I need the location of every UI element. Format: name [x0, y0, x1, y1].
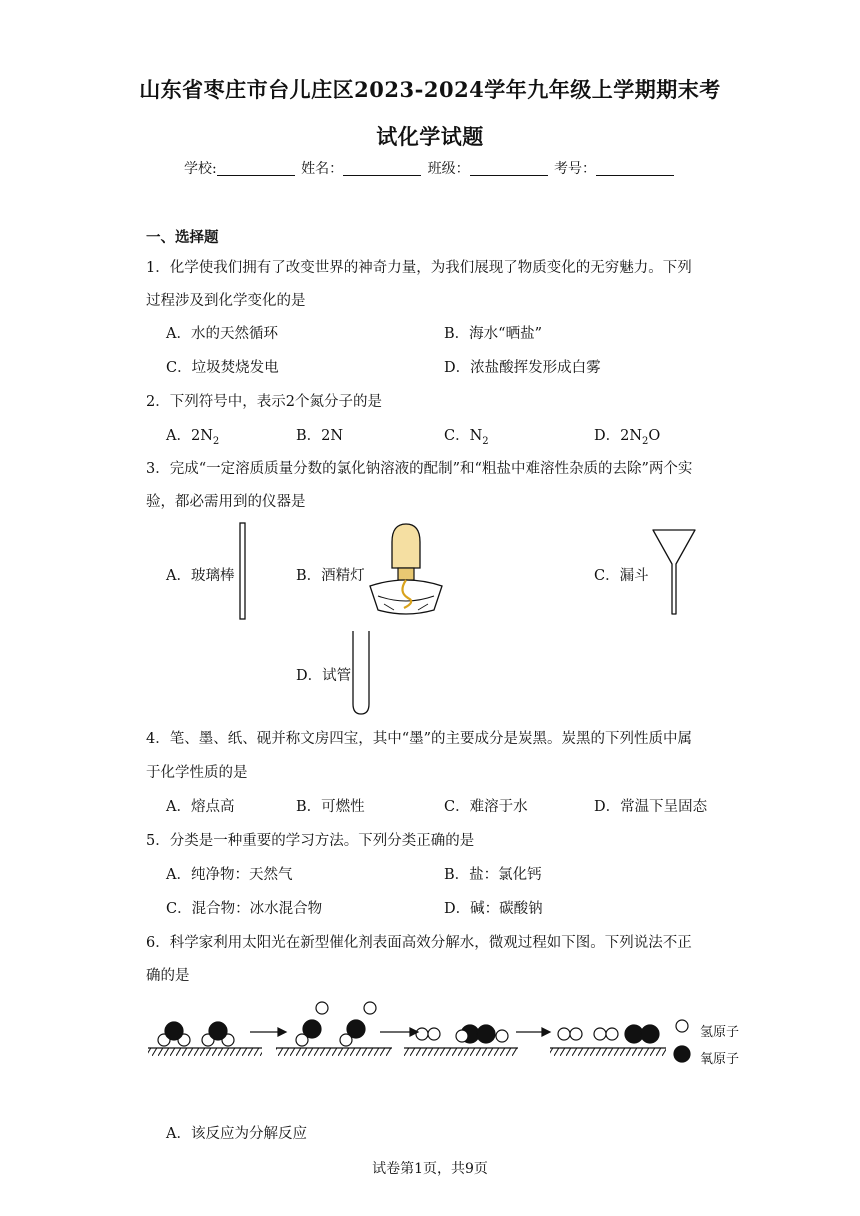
name-label: 姓名： [301, 161, 344, 177]
q2-option-d: D．$2N_2O$ [594, 428, 661, 447]
q1-option-b: B．海水“晒盐” [444, 326, 542, 342]
funnel-image [650, 528, 698, 616]
q5-option-d: D．碱：碳酸钠 [444, 901, 543, 917]
glass-rod-image [238, 522, 248, 620]
q3-option-c: C．漏斗 [594, 568, 649, 584]
test-tube-image [350, 630, 372, 716]
q3-option-b: B．酒精灯 [296, 568, 365, 584]
class-blank [470, 161, 548, 176]
legend-hydrogen-label: 氢原子 [700, 1025, 740, 1040]
exam-title-line2: 试化学试题 [376, 124, 484, 149]
section-title: 一、选择题 [146, 229, 219, 246]
q4-option-d: D．常温下呈固态 [594, 799, 708, 815]
q3-stem-line2: 验，都必需用到的仪器是 [146, 494, 306, 510]
q4-stem-line1: 4．笔、墨、纸、砚并称文房四宝，其中“墨”的主要成分是炭黑。炭黑的下列性质中属 [146, 731, 693, 747]
exam-no-blank [596, 161, 674, 176]
water-splitting-diagram [140, 996, 780, 1068]
student-info-line [0, 158, 860, 178]
page-footer: 试卷第1页，共9页 [372, 1161, 488, 1177]
q3-option-a: A．玻璃棒 [166, 568, 235, 584]
name-blank [343, 161, 421, 176]
q5-option-a: A．纯净物：天然气 [166, 867, 293, 883]
exam-title-line1: 山东省枣庄市台儿庄区2023-2024学年九年级上学期期末考 [139, 77, 721, 102]
q5-option-c: C．混合物：冰水混合物 [166, 901, 323, 917]
q4-option-c: C．难溶于水 [444, 799, 528, 815]
q1-stem-line1: 1．化学使我们拥有了改变世界的神奇力量，为我们展现了物质变化的无穷魅力。下列 [146, 260, 692, 276]
q2-stem: 2．下列符号中，表示2个氮分子的是 [146, 394, 382, 410]
legend-oxygen-label: 氧原子 [700, 1052, 740, 1067]
exam-no-label: 考号： [554, 161, 597, 177]
school-label: 学校: [183, 161, 217, 177]
q1-option-a: A．水的天然循环 [166, 326, 278, 342]
q3-option-d: D．试管 [296, 668, 352, 684]
q6-stem-line2: 确的是 [146, 968, 190, 984]
q1-option-d: D．浓盐酸挥发形成白雾 [444, 360, 601, 376]
q6-option-a: A．该反应为分解反应 [166, 1126, 307, 1142]
q4-option-b: B．可燃性 [296, 799, 365, 815]
school-blank [217, 161, 295, 176]
q2-option-c: C．$N_2$ [444, 428, 489, 447]
q2-option-a: A．$2N_2$ [166, 428, 220, 447]
q4-option-a: A．熔点高 [166, 799, 235, 815]
q6-stem-line1: 6．科学家利用太阳光在新型催化剂表面高效分解水，微观过程如下图。下列说法不正 [146, 935, 692, 951]
q5-stem: 5．分类是一种重要的学习方法。下列分类正确的是 [146, 833, 475, 849]
q4-stem-line2: 于化学性质的是 [146, 765, 248, 781]
q5-option-b: B．盐：氯化钙 [444, 867, 542, 883]
q2-option-b: B．2N [296, 428, 344, 444]
alcohol-lamp-image [364, 520, 448, 620]
q1-stem-line2: 过程涉及到化学变化的是 [146, 293, 306, 309]
q1-option-c: C．垃圾焚烧发电 [166, 360, 279, 376]
class-label: 班级： [427, 161, 470, 177]
q3-stem-line1: 3．完成“一定溶质质量分数的氯化钠溶液的配制”和“粗盐中难溶性杂质的去除”两个实 [146, 461, 693, 477]
